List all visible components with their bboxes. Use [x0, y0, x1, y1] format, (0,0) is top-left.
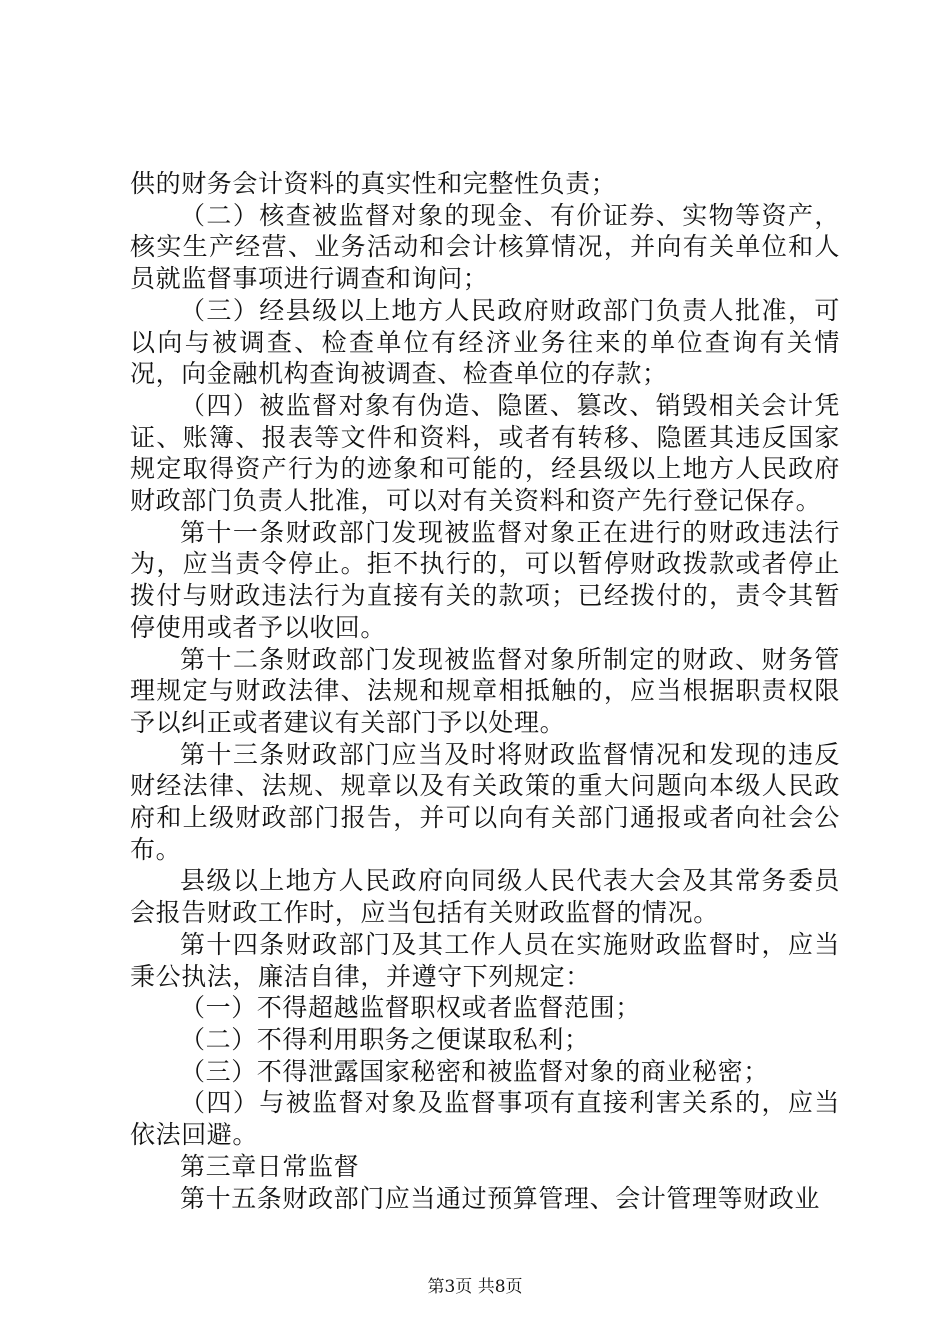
paragraph-article-15: 第十五条财政部门应当通过预算管理、会计管理等财政业: [180, 1183, 821, 1213]
page-footer: 第3页 共8页: [427, 1277, 523, 1297]
paragraph-rule-2: （二）不得利用职务之便谋取私利；: [180, 1024, 590, 1054]
paragraph-3: （三）经县级以上地方人民政府财政部门负责人批准，可以向与被调查、检查单位有经济业务往来的单位查询有关情况，向金融机构查询被调查、检查单位的存款；: [130, 295, 840, 389]
paragraph-article-13: 第十三条财政部门应当及时将财政监督情况和发现的违反财经法律、法规、规章以及有关政策的重大问题向本级人民政府和上级财政部门报告，并可以向有关部门通报或者向社会公布。: [130, 739, 840, 864]
paragraph-article-11: 第十一条财政部门发现被监督对象正在进行的财政违法行为，应当责令停止。拒不执行的，可以暂停财政拨款或者停止拨付与财政违法行为直接有关的款项；已经拨付的，责令其暂停使用或者予以收回。: [130, 517, 840, 642]
paragraph-report: 县级以上地方人民政府向同级人民代表大会及其常务委员会报告财政工作时，应当包括有关财政监督的情况。: [130, 866, 840, 928]
paragraph-rule-4: （四）与被监督对象及监督事项有直接利害关系的，应当依法回避。: [130, 1088, 840, 1150]
document-body: [130, 168, 840, 1214]
chapter-heading: 第三章日常监督: [180, 1151, 360, 1181]
paragraph-article-14: 第十四条财政部门及其工作人员在实施财政监督时，应当秉公执法，廉洁自律，并遵守下列规定：: [130, 929, 840, 991]
paragraph-rule-3: （三）不得泄露国家秘密和被监督对象的商业秘密；: [180, 1056, 769, 1086]
paragraph-1: 供的财务会计资料的真实性和完整性负责；: [130, 169, 617, 198]
paragraph-4: （四）被监督对象有伪造、隐匿、篡改、销毁相关会计凭证、账簿、报表等文件和资料，或者有转移、隐匿其违反国家规定取得资产行为的迹象和可能的，经县级以上地方人民政府财政部门负责人批准，可以对有关资料和资产先行登记保存。: [130, 390, 840, 516]
paragraph-rule-1: （一）不得超越监督职权或者监督范围；: [180, 993, 641, 1023]
paragraph-article-12: 第十二条财政部门发现被监督对象所制定的财政、财务管理规定与财政法律、法规和规章相抵触的，应当根据职责权限予以纠正或者建议有关部门予以处理。: [130, 644, 840, 737]
paragraph-2: （二）核查被监督对象的现金、有价证券、实物等资产，核实生产经营、业务活动和会计核算情况，并向有关单位和人员就监督事项进行调查和询问；: [130, 200, 840, 294]
